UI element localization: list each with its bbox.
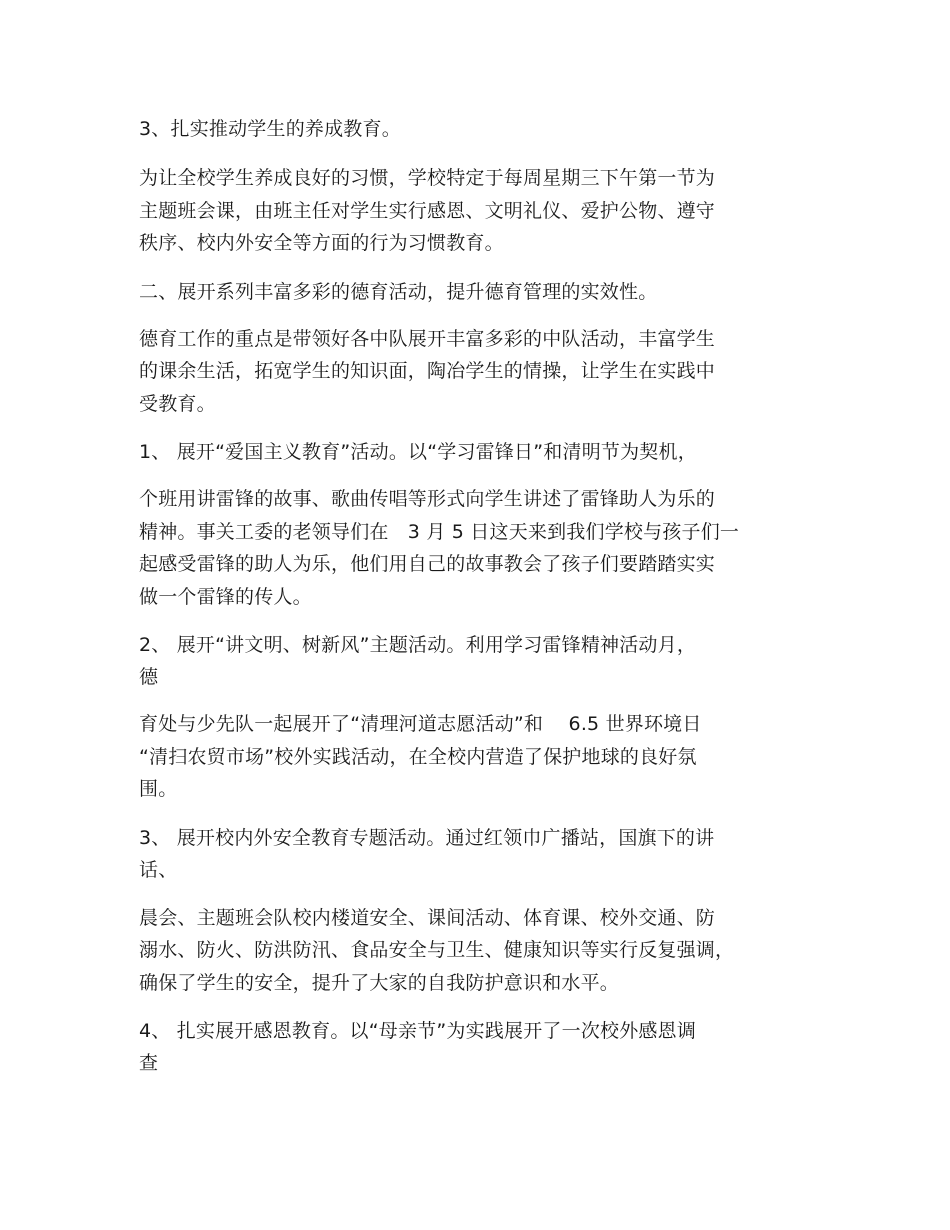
paragraph-line: 育处与少先队一起展开了“清理河道志愿活动”和 6.5 世界环境日 <box>139 713 702 735</box>
paragraph-line: 的课余生活，拓宽学生的知识面，陶冶学生的情操，让学生在实践中 <box>139 360 716 382</box>
paragraph-line: 主题班会课，由班主任对学生实行感恩、文明礼仪、爱护公物、遵守 <box>139 200 716 222</box>
list-item-2: 2、 展开“讲文明、树新风”主题活动。利用学习雷锋精神活动月， <box>139 634 697 656</box>
paragraph-line: 德 <box>139 666 159 688</box>
section-heading-2: 二、展开系列丰富多彩的德育活动，提升德育管理的实效性。 <box>139 281 658 303</box>
paragraph-line: 查 <box>139 1052 159 1074</box>
paragraph-line: 确保了学生的安全，提升了大家的自我防护意识和水平。 <box>139 972 620 994</box>
paragraph-line: 个班用讲雷锋的故事、歌曲传唱等形式向学生讲述了雷锋助人为乐的 <box>139 488 716 510</box>
paragraph-line: 秩序、校内外安全等方面的行为习惯教育。 <box>139 232 504 254</box>
paragraph-line: 话、 <box>139 859 178 881</box>
paragraph-line: 溺水、防火、防洪防汛、食品安全与卫生、健康知识等实行反复强调， <box>139 939 735 961</box>
list-item-3: 3、 展开校内外安全教育专题活动。通过红领巾广播站，国旗下的讲 <box>139 827 715 849</box>
paragraph-line: 精神。事关工委的老领导们在 3 月 5 日这天来到我们学校与孩子们一 <box>139 521 740 543</box>
paragraph-line: 为让全校学生养成良好的习惯，学校特定于每周星期三下午第一节为 <box>139 167 716 189</box>
paragraph-line: 晨会、主题班会队校内楼道安全、课间活动、体育课、校外交通、防 <box>139 907 716 929</box>
section-heading-3: 3、扎实推动学生的养成教育。 <box>139 118 401 140</box>
paragraph-line: 德育工作的重点是带领好各中队展开丰富多彩的中队活动，丰富学生 <box>139 328 716 350</box>
paragraph-line: “清扫农贸市场”校外实践活动，在全校内营造了保护地球的良好氛 <box>139 746 697 768</box>
list-item-4: 4、 扎实展开感恩教育。以“母亲节”为实践展开了一次校外感恩调 <box>139 1020 697 1042</box>
paragraph-line: 受教育。 <box>139 393 216 415</box>
list-item-1: 1、 展开“爱国主义教育”活动。以“学习雷锋日”和清明节为契机， <box>139 441 697 463</box>
paragraph-line: 围。 <box>139 778 178 800</box>
paragraph-line: 做一个雷锋的传人。 <box>139 586 312 608</box>
paragraph-line: 起感受雷锋的助人为乐，他们用自己的故事教会了孩子们要踏踏实实 <box>139 553 716 575</box>
